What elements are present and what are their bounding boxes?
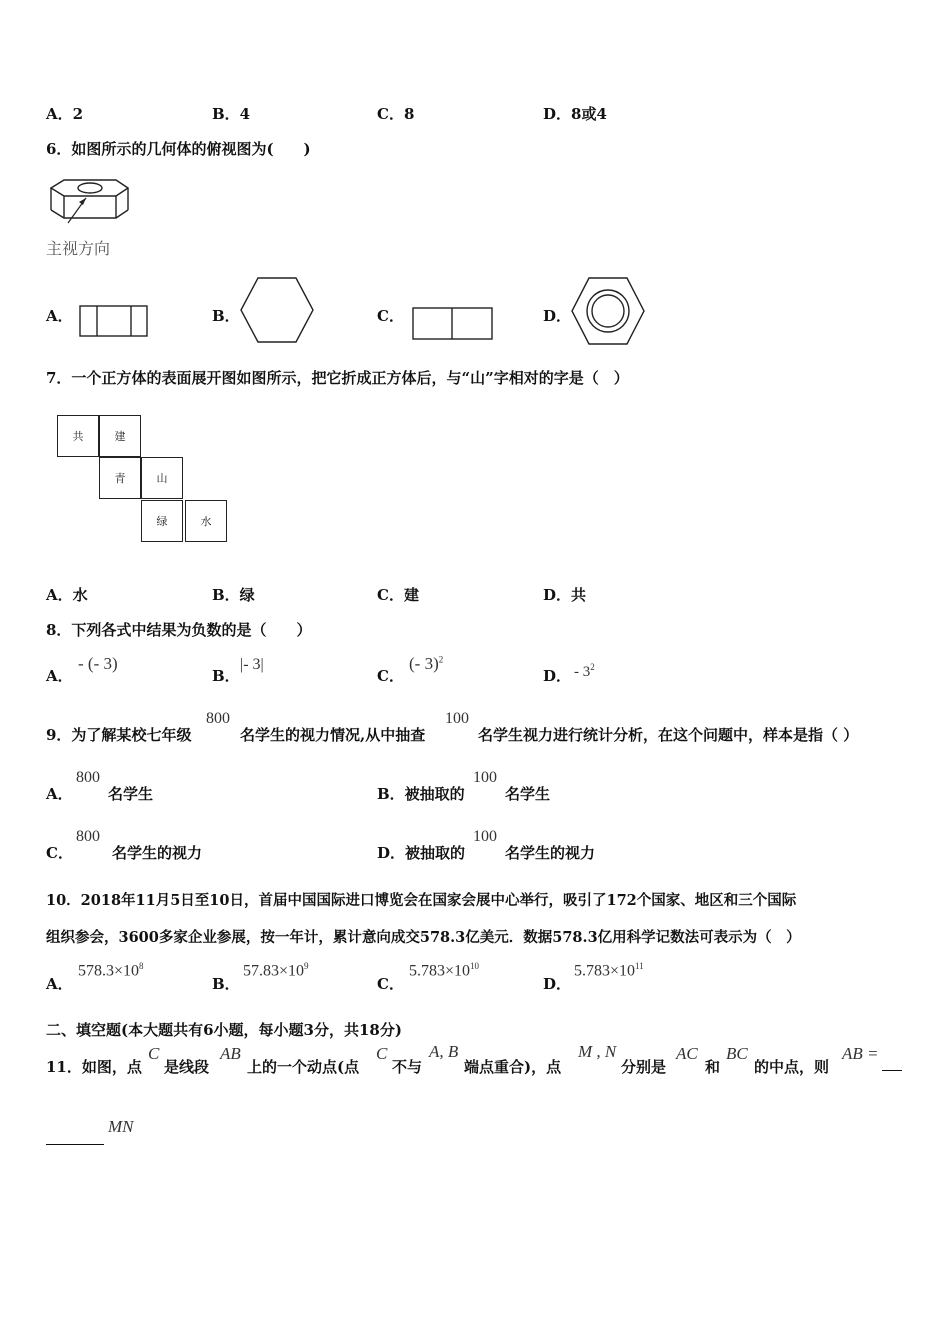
q6-option-c-figure bbox=[412, 307, 494, 341]
q9-option-d-text: 名学生的视力 bbox=[505, 844, 596, 862]
q10-label-c: C． bbox=[377, 975, 404, 993]
q10-expr-d-exp: 11 bbox=[635, 961, 644, 971]
net-cell-jian: 建 bbox=[99, 415, 141, 457]
q11-text-6: 分别是 bbox=[621, 1058, 667, 1076]
q10-expr-d bbox=[574, 961, 644, 980]
q10-expr-c-base: 5.783×10 bbox=[409, 962, 471, 980]
q8-label-c: C． bbox=[377, 667, 404, 685]
net-cell-lv: 绿 bbox=[141, 500, 183, 542]
view-direction-caption: 主视方向 bbox=[46, 239, 111, 258]
q11-text-5: 端点重合)，点 bbox=[464, 1058, 562, 1076]
q11-text-1: 11．如图，点 bbox=[46, 1058, 142, 1076]
q11-equation-ab: AB = bbox=[842, 1044, 879, 1063]
q8-label-d: D． bbox=[543, 667, 572, 685]
q10-expr-d-base: 5.783×10 bbox=[574, 962, 636, 980]
q7-stem: 7．一个正方体的表面展开图如图所示，把它折成正方体后，与“山”字相对的字是（ ） bbox=[46, 369, 629, 387]
section-2-heading: 二、填空题(本大题共有6小题，每小题3分，共18分) bbox=[46, 1021, 402, 1039]
q11-text-4: 不与 bbox=[392, 1058, 423, 1076]
q9-number-800: 800 bbox=[206, 710, 230, 727]
q11-segment-ac: AC bbox=[676, 1044, 698, 1063]
net-cell-qing: 青 bbox=[99, 457, 141, 499]
q6-label-d: D． bbox=[543, 307, 572, 325]
q10-expr-b-base: 57.83×10 bbox=[243, 962, 305, 980]
q10-expr-a-exp: 8 bbox=[139, 961, 144, 971]
q5-option-d: D．8或4 bbox=[543, 105, 607, 123]
q6-stem: 6．如图所示的几何体的俯视图为( ) bbox=[46, 140, 311, 158]
q8-expr-b: |- 3| bbox=[240, 656, 264, 673]
q6-label-a: A． bbox=[46, 307, 73, 325]
q10-expr-c bbox=[409, 961, 479, 980]
net-cell-shan: 山 bbox=[141, 457, 183, 499]
q9-number-100: 100 bbox=[445, 710, 469, 727]
q8-stem: 8．下列各式中结果为负数的是（ ） bbox=[46, 621, 312, 639]
q6-option-a-figure bbox=[79, 305, 149, 337]
q5-option-a: A．2 bbox=[46, 105, 84, 123]
q11-answer-blank-end bbox=[882, 1070, 902, 1071]
q8-expr-c-base: (- 3) bbox=[409, 654, 439, 673]
q11-text-7: 和 bbox=[705, 1058, 721, 1076]
q10-expr-a-base: 578.3×10 bbox=[78, 962, 140, 980]
q7-option-b: B．绿 bbox=[212, 586, 255, 604]
q9-stem-part2: 名学生的视力情况,从中抽查 bbox=[240, 726, 426, 744]
q8-expr-c bbox=[409, 654, 443, 674]
q11-text-8: 的中点，则 bbox=[754, 1058, 830, 1076]
net-cell-gong: 共 bbox=[57, 415, 99, 457]
q9-option-c-label: C． bbox=[46, 844, 73, 862]
q9-option-d-label: D．被抽取的 bbox=[377, 844, 466, 862]
q10-expr-b bbox=[243, 961, 309, 980]
q9-option-a-label: A． bbox=[46, 785, 73, 803]
q11-text-3: 上的一个动点(点 bbox=[247, 1058, 360, 1076]
q6-option-b-figure bbox=[239, 276, 315, 344]
q10-stem-line1: 10．2018年11月5日至10日，首届中国国际进口博览会在国家会展中心举行，吸引了172个国家、地区和三个国际 bbox=[46, 892, 797, 909]
hex-nut-solid-figure bbox=[46, 178, 136, 228]
q9-option-a-number: 800 bbox=[76, 769, 100, 786]
q11-answer-blank bbox=[46, 1144, 104, 1145]
q9-stem-part1: 9．为了解某校七年级 bbox=[46, 726, 192, 744]
q9-option-a-text: 名学生 bbox=[108, 785, 154, 803]
q6-option-d-figure bbox=[570, 276, 646, 346]
q11-points-mn: M , N bbox=[578, 1042, 617, 1061]
q11-segment-ab: AB bbox=[220, 1044, 241, 1063]
q5-option-c: C．8 bbox=[377, 105, 415, 123]
q10-expr-c-exp: 10 bbox=[470, 961, 480, 971]
q10-label-b: B． bbox=[212, 975, 240, 993]
q11-text-2: 是线段 bbox=[164, 1058, 210, 1076]
q10-expr-b-exp: 9 bbox=[304, 961, 309, 971]
q8-expr-d bbox=[574, 662, 595, 681]
q11-segment-bc: BC bbox=[726, 1044, 748, 1063]
q8-label-a: A． bbox=[46, 667, 73, 685]
q11-point-c-2: C bbox=[376, 1044, 388, 1063]
q8-expr-d-base: - 3 bbox=[574, 664, 591, 680]
q11-endpoints-ab: A, B bbox=[429, 1042, 459, 1061]
q9-option-b-text: 名学生 bbox=[505, 785, 551, 803]
q5-option-b: B．4 bbox=[212, 105, 251, 123]
q8-expr-c-exp: 2 bbox=[438, 654, 444, 665]
q9-option-b-label: B．被抽取的 bbox=[377, 785, 465, 803]
q10-label-a: A． bbox=[46, 975, 73, 993]
q8-expr-d-exp: 2 bbox=[590, 662, 595, 672]
q8-label-b: B． bbox=[212, 667, 240, 685]
q11-point-c: C bbox=[148, 1044, 160, 1063]
q7-option-a: A．水 bbox=[46, 586, 88, 604]
q6-label-b: B． bbox=[212, 307, 240, 325]
q9-option-d-number: 100 bbox=[473, 828, 497, 845]
q8-expr-a: - (- 3) bbox=[78, 654, 118, 673]
q11-segment-mn: MN bbox=[108, 1117, 134, 1136]
q7-option-c: C．建 bbox=[377, 586, 419, 604]
q9-option-c-text: 名学生的视力 bbox=[112, 844, 203, 862]
q9-option-c-number: 800 bbox=[76, 828, 100, 845]
q6-label-c: C． bbox=[377, 307, 404, 325]
net-cell-shui: 水 bbox=[185, 500, 227, 542]
q10-label-d: D． bbox=[543, 975, 572, 993]
q9-option-b-number: 100 bbox=[473, 769, 497, 786]
q7-option-d: D．共 bbox=[543, 586, 587, 604]
q10-expr-a bbox=[78, 961, 144, 980]
q10-stem-line2: 组织参会，3600多家企业参展，按一年计，累计意向成交578.3亿美元．数据578.3亿用科学记数法可表示为（ ） bbox=[46, 929, 801, 946]
q9-stem-part3: 名学生视力进行统计分析，在这个问题中，样本是指（ ） bbox=[478, 726, 859, 744]
